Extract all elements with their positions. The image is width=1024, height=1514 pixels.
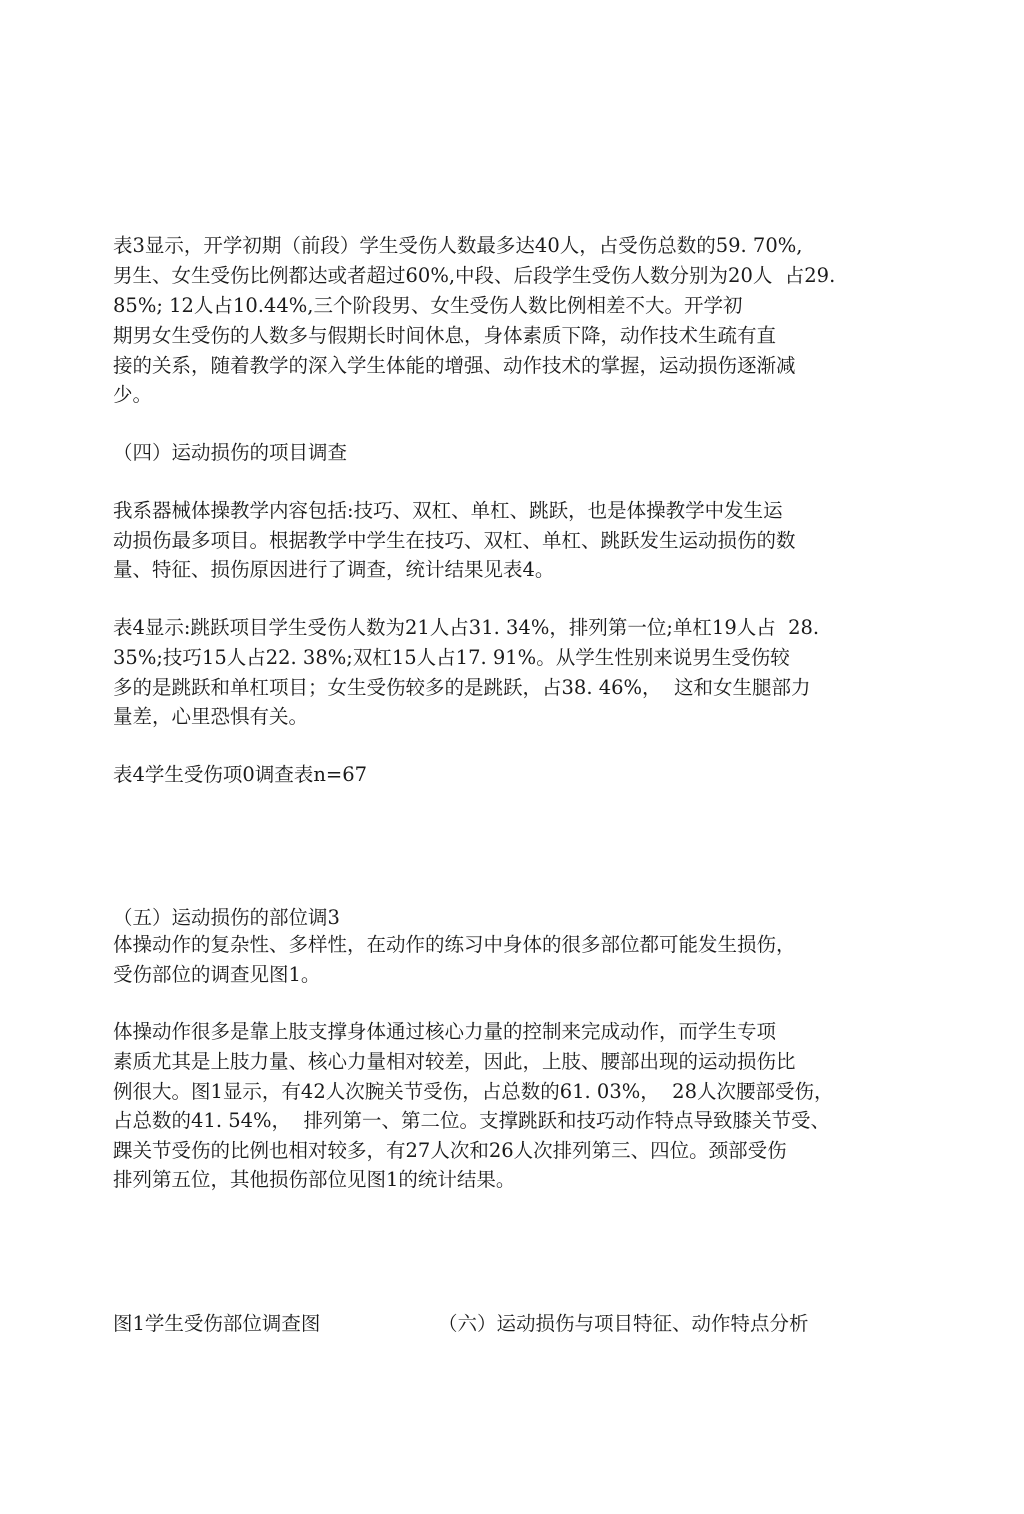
paragraph-figure1-line-4: 占总数的41. 54%， 排列第一、第二位。支撑跳跃和技巧动作特点导致膝关节受、 xyxy=(113,1109,830,1132)
paragraph-parts-line-2: 受伤部位的调查见图1。 xyxy=(113,963,321,986)
table4-caption: 表4学生受伤项0调查表n=67 xyxy=(113,763,368,786)
paragraph-table3-line-3: 85%; 12人占10.44%,三个阶段男、女生受伤人数比例相差不大。开学初 xyxy=(113,294,743,317)
paragraph-table4-line-1: 表4显示:跳跃项目学生受伤人数为21人占31. 34%，排列第一位;单杠19人占 28. xyxy=(113,616,820,639)
paragraph-items-line-2: 动损伤最多项目。根据教学中学生在技巧、双杠、单杠、跳跃发生运动损伤的数 xyxy=(113,529,796,552)
paragraph-figure1-line-2: 素质尤其是上肢力量、核心力量相对较差，因此，上肢、腰部出现的运动损伤比 xyxy=(113,1050,796,1073)
paragraph-items-line-1: 我系器械体操教学内容包括:技巧、双杠、单杠、跳跃，也是体操教学中发生运 xyxy=(113,499,783,522)
paragraph-table3-line-5: 接的关系，随着教学的深入学生体能的增强、动作技术的掌握，运动损伤逐渐减 xyxy=(113,354,796,377)
paragraph-table4-line-3: 多的是跳跃和单杠项目；女生受伤较多的是跳跃，占38. 46%， 这和女生腿部力 xyxy=(113,676,811,699)
paragraph-figure1-line-1: 体操动作很多是靠上肢支撑身体通过核心力量的控制来完成动作，而学生专项 xyxy=(113,1020,777,1043)
paragraph-table4-line-4: 量差，心里恐惧有关。 xyxy=(113,705,309,728)
paragraph-items-line-3: 量、特征、损伤原因进行了调查，统计结果见表4。 xyxy=(113,558,555,581)
paragraph-table3-line-2: 男生、女生受伤比例都达或者超过60%,中段、后段学生受伤人数分别为20人 占29. xyxy=(113,264,836,287)
section-heading-5: （五）运动损伤的部位调3 xyxy=(113,906,340,929)
paragraph-figure1-line-3: 例很大。图1显示，有42人次腕关节受伤，占总数的61. 03%， 28人次腰部受伤， xyxy=(113,1080,834,1103)
paragraph-figure1-line-5: 踝关节受伤的比例也相对较多，有27人次和26人次排列第三、四位。颈部受伤 xyxy=(113,1139,787,1162)
paragraph-table3-line-4: 期男女生受伤的人数多与假期长时间休息，身体素质下降，动作技术生疏有直 xyxy=(113,324,777,347)
paragraph-table4-line-2: 35%;技巧15人占22. 38%;双杠15人占17. 91%。从学生性别来说男生受伤较 xyxy=(113,646,790,669)
paragraph-table3-line-1: 表3显示，开学初期（前段）学生受伤人数最多达40人，占受伤总数的59. 70%, xyxy=(113,234,803,257)
paragraph-parts-line-1: 体操动作的复杂性、多样性，在动作的练习中身体的很多部位都可能发生损伤， xyxy=(113,933,796,956)
figure1-caption: 图1学生受伤部位调查图 xyxy=(113,1312,321,1335)
paragraph-figure1-line-6: 排列第五位，其他损伤部位见图1的统计结果。 xyxy=(113,1168,516,1191)
section-heading-6: （六）运动损伤与项目特征、动作特点分析 xyxy=(438,1312,809,1335)
section-heading-4: （四）运动损伤的项目调查 xyxy=(113,441,348,464)
paragraph-table3-line-6: 少。 xyxy=(113,383,153,406)
